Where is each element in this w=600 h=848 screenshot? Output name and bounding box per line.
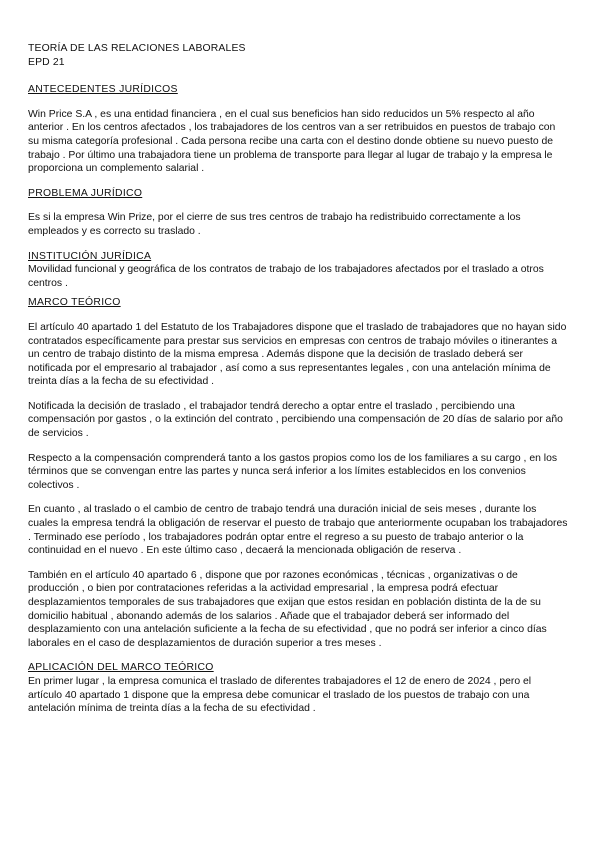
paragraph-marco-1: El artículo 40 apartado 1 del Estatuto de los Trabajadores dispone que el traslado de trabajadores que no hayan sido contratados específicamente para prestar sus servicios en empresas con centros de trabajo móviles o itinerantes a un centro de trabajo distinto de la misma empresa . Además dispone que la decisión de traslado deberá ser notificada por el empresario al trabajador , así como a sus representantes legales , con una antelación mínima de treinta días a la fecha de su efectividad . xyxy=(28,321,567,388)
paragraph-problema: Es si la empresa Win Prize, por el cierre de sus tres centros de trabajo ha redistribuido correctamente a los empleados y es correcto su traslado . xyxy=(28,212,521,237)
section-title-institucion: INSTITUCIÓN JURÍDICA xyxy=(28,250,152,262)
section-title-problema: PROBLEMA JURÍDICO xyxy=(28,187,143,199)
section-title-antecedentes: ANTECEDENTES JURÍDICOS xyxy=(28,84,178,96)
document-page xyxy=(28,42,568,716)
paragraph-marco-3: Respecto a la compensación comprenderá tanto a los gastos propios como los de los familiares a su cargo , en los términos que se convengan entre las partes y nunca será inferior a los límites establecidos en los convenios colectivos . xyxy=(28,452,558,491)
document-title: TEORÍA DE LAS RELACIONES LABORALES xyxy=(28,43,246,54)
paragraph-institucion: Movilidad funcional y geográfica de los contratos de trabajo de los trabajadores afectados por el traslado a otros centros . xyxy=(28,264,544,289)
paragraph-aplicacion: En primer lugar , la empresa comunica el traslado de diferentes trabajadores el 12 de enero de 2024 , pero el artículo 40 apartado 1 dispone que la empresa debe comunicar el traslado de los puestos de trabajo con una antelación mínima de treinta días a la fecha de su efectividad . xyxy=(28,675,532,715)
section-title-marco: MARCO TEÓRICO xyxy=(28,297,121,309)
paragraph-marco-2: Notificada la decisión de traslado , el trabajador tendrá derecho a optar entre el traslado , percibiendo una compensación por gastos , o la extinción del contrato , percibiendo una compensación de 20 días de salario por año de servicios . xyxy=(28,400,563,440)
paragraph-marco-5: También en el artículo 40 apartado 6 , dispone que por razones económicas , técnicas , organizativas o de producción , o bien por contrataciones referidas a la actividad empresarial , la empresa podrá efectuar desplazamientos temporales de sus trabajadores que exijan que estos residan en población distinta de la de su domicilio habitual , abonando además de los salarios . Añade que el trabajador deberá ser informado del desplazamiento con una antelación suficiente a la fecha de su efectividad , que no podrá ser inferior a cinco días laborales en el caso de desplazamientos de duración superior a tres meses . xyxy=(28,569,547,649)
document-subtitle: EPD 21 xyxy=(28,56,65,68)
paragraph-marco-4: En cuanto , al traslado o el cambio de centro de trabajo tendrá una duración inicial de seis meses , durante los cuales la empresa tendrá la obligación de reservar el puesto de trabajo que anteriormente ocupaban los trabajadores . Terminado ese período , los trabajadores podrán optar entre el regreso a su puesto de trabajo anterior o la continuidad en el nuevo . En este último caso , decaerá la mencionada obligación de reserva . xyxy=(28,504,568,557)
paragraph-antecedentes: Win Price S.A , es una entidad financiera , en el cual sus beneficios han sido reducidos un 5% respecto al año anterior . En los centros afectados , los trabajadores de los centros van a ser retribuidos en puestos de trabajo con su misma categoría profesional . Cada persona recibe una carta con el destino donde obtiene su nuevo puesto de trabajo . Por último una trabajadora tiene un problema de transporte para llegar al lugar de trabajo y la empresa le proporciona un complemento salarial . xyxy=(28,108,556,175)
section-title-aplicacion: APLICACIÓN DEL MARCO TEÓRICO xyxy=(28,662,214,674)
